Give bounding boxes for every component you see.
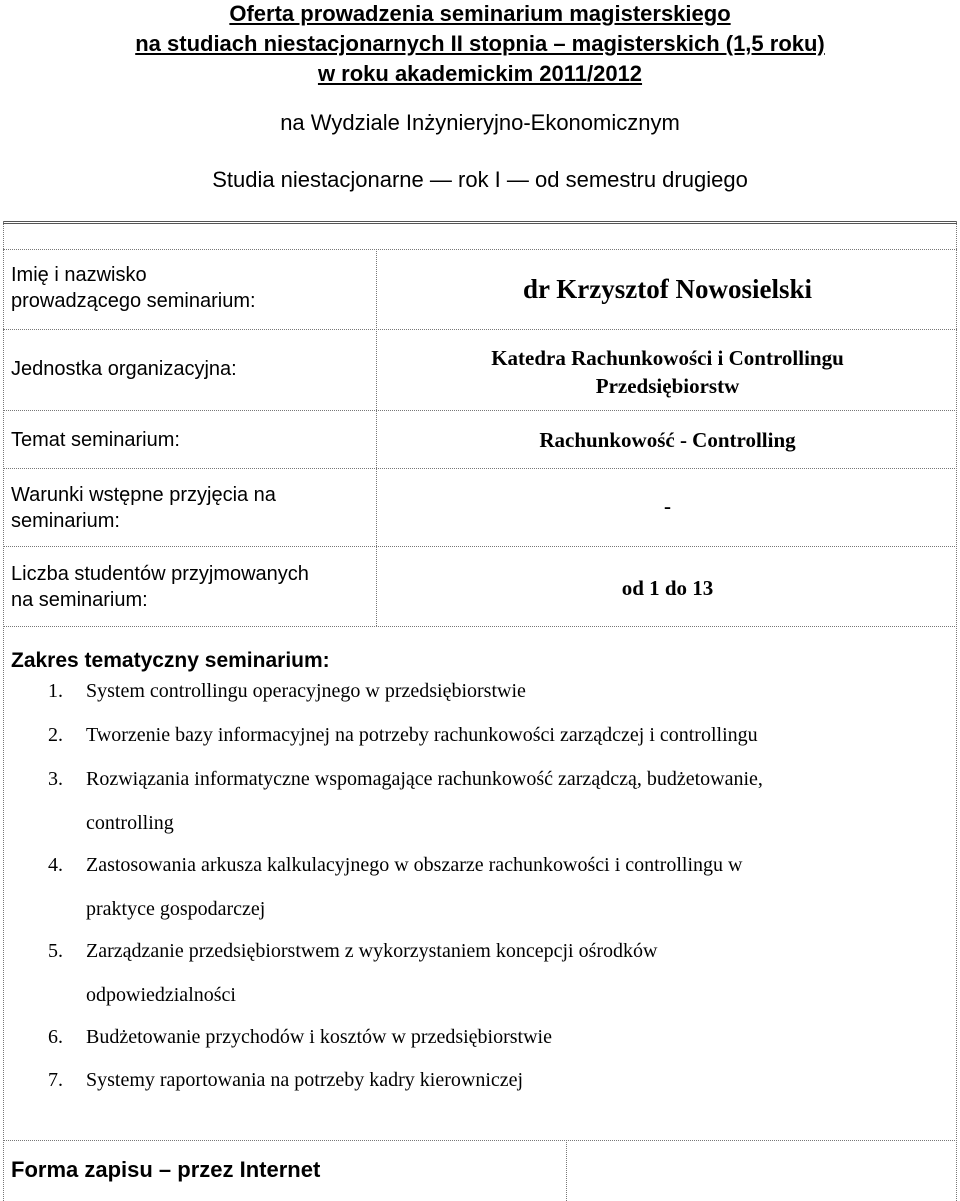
topic-label: Temat seminarium: — [11, 429, 180, 451]
studies-line: Studia niestacjonarne — rok I — od semestru drugiego — [212, 167, 748, 192]
registration-form-label: Forma zapisu – przez Internet — [11, 1157, 321, 1182]
scope-title: Zakres tematyczny seminarium: — [11, 649, 330, 672]
table-divider — [3, 626, 957, 627]
list-item: 7. Systemy raportowania na potrzeby kadry kierowniczej — [48, 1069, 524, 1091]
table-divider — [3, 249, 957, 250]
list-item: 5. Zarządzanie przedsiębiorstwem z wykorzystaniem koncepcji ośrodków odpowiedzialności — [48, 940, 658, 1006]
table-divider — [3, 546, 957, 547]
list-item: 2. Tworzenie bazy informacyjnej na potrzeby rachunkowości zarządczej i controllingu — [48, 724, 758, 746]
supervisor-name: dr Krzysztof Nowosielski — [523, 274, 812, 304]
table-divider — [3, 329, 957, 330]
unit-label: Jednostka organizacyjna: — [11, 358, 237, 380]
table-top-border — [3, 221, 957, 224]
title-line-3: w roku akademickim 2011/2012 — [317, 61, 643, 86]
faculty-line: na Wydziale Inżynieryjno-Ekonomicznym — [280, 110, 680, 135]
topic-value: Rachunkowość - Controlling — [539, 428, 796, 452]
table-column-divider — [376, 249, 377, 626]
conditions-label: Warunki wstępne przyjęcia na seminarium: — [11, 484, 276, 532]
table-divider — [3, 1140, 957, 1141]
table-left-border — [3, 221, 4, 1201]
table-divider — [3, 468, 957, 469]
students-value: od 1 do 13 — [621, 576, 714, 600]
name-label: Imię i nazwisko prowadzącego seminarium: — [11, 264, 256, 312]
list-item: 6. Budżetowanie przychodów i kosztów w przedsiębiorstwie — [48, 1026, 552, 1048]
table-column-divider — [566, 1140, 567, 1201]
students-label: Liczba studentów przyjmowanych na seminarium: — [11, 563, 309, 611]
list-item: 4. Zastosowania arkusza kalkulacyjnego w obszarze rachunkowości i controllingu w praktyce gospodarczej — [48, 854, 743, 920]
list-item: 1. System controllingu operacyjnego w przedsiębiorstwie — [48, 680, 526, 702]
conditions-value: - — [664, 494, 671, 518]
list-item: 3. Rozwiązania informatyczne wspomagające rachunkowość zarządczą, budżetowanie, controlling — [48, 768, 763, 834]
title-line-2: na studiach niestacjonarnych II stopnia – magisterskich (1,5 roku) — [135, 31, 825, 56]
table-divider — [3, 410, 957, 411]
unit-value: Katedra Rachunkowości i Controllingu Przedsiębiorstw — [491, 346, 844, 398]
title-line-1: Oferta prowadzenia seminarium magisterskiego — [229, 1, 731, 26]
